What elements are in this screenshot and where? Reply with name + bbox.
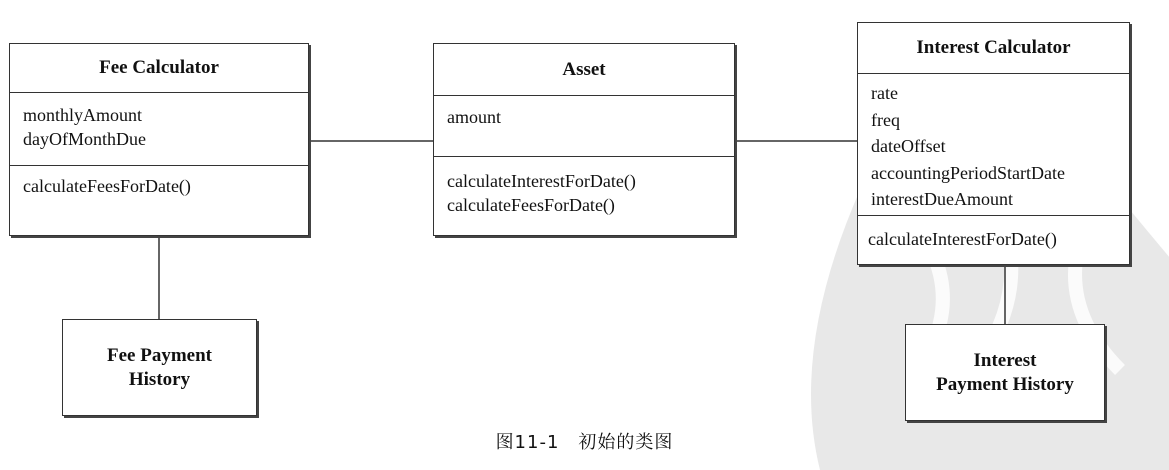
interest-payment-history-line1: Interest [973, 349, 1037, 371]
interest-calculator-methods [858, 216, 1129, 251]
method: calculateInterestForDate() [868, 229, 1057, 249]
attribute: amount [447, 107, 501, 127]
attribute: dayOfMonthDue [23, 129, 146, 149]
attribute: interestDueAmount [871, 189, 1013, 209]
fee-calculator-title: Fee Calculator [10, 44, 308, 93]
interest-payment-history-line2: Payment History [936, 373, 1074, 395]
attribute: monthlyAmount [23, 105, 143, 125]
interest-calculator-title: Interest Calculator [858, 23, 1129, 74]
method: calculateFeesForDate() [447, 195, 615, 215]
asset-class [433, 43, 735, 236]
asset-title: Asset [434, 44, 734, 96]
attribute: rate [871, 83, 898, 103]
fee-payment-history-line1: Fee Payment [107, 344, 212, 366]
fee-calculator-attributes [10, 93, 308, 166]
fee-calculator-class [9, 43, 309, 236]
asset-methods [434, 157, 734, 217]
asset-attributes [434, 96, 734, 157]
interest-calculator-class [857, 22, 1130, 265]
attribute: accountingPeriodStartDate [871, 162, 1065, 183]
interest-calculator-attributes [858, 74, 1129, 216]
method: calculateFeesForDate() [23, 176, 191, 196]
fee-calculator-methods [10, 166, 308, 198]
figure-caption: 图11-1 初始的类图 [495, 432, 674, 453]
fee-payment-history-line2: History [128, 368, 191, 390]
attribute: freq [871, 109, 900, 130]
method: calculateInterestForDate() [447, 171, 636, 191]
fee-payment-history-box [62, 319, 257, 416]
interest-payment-history-box [905, 324, 1105, 421]
attribute: dateOffset [871, 136, 946, 156]
